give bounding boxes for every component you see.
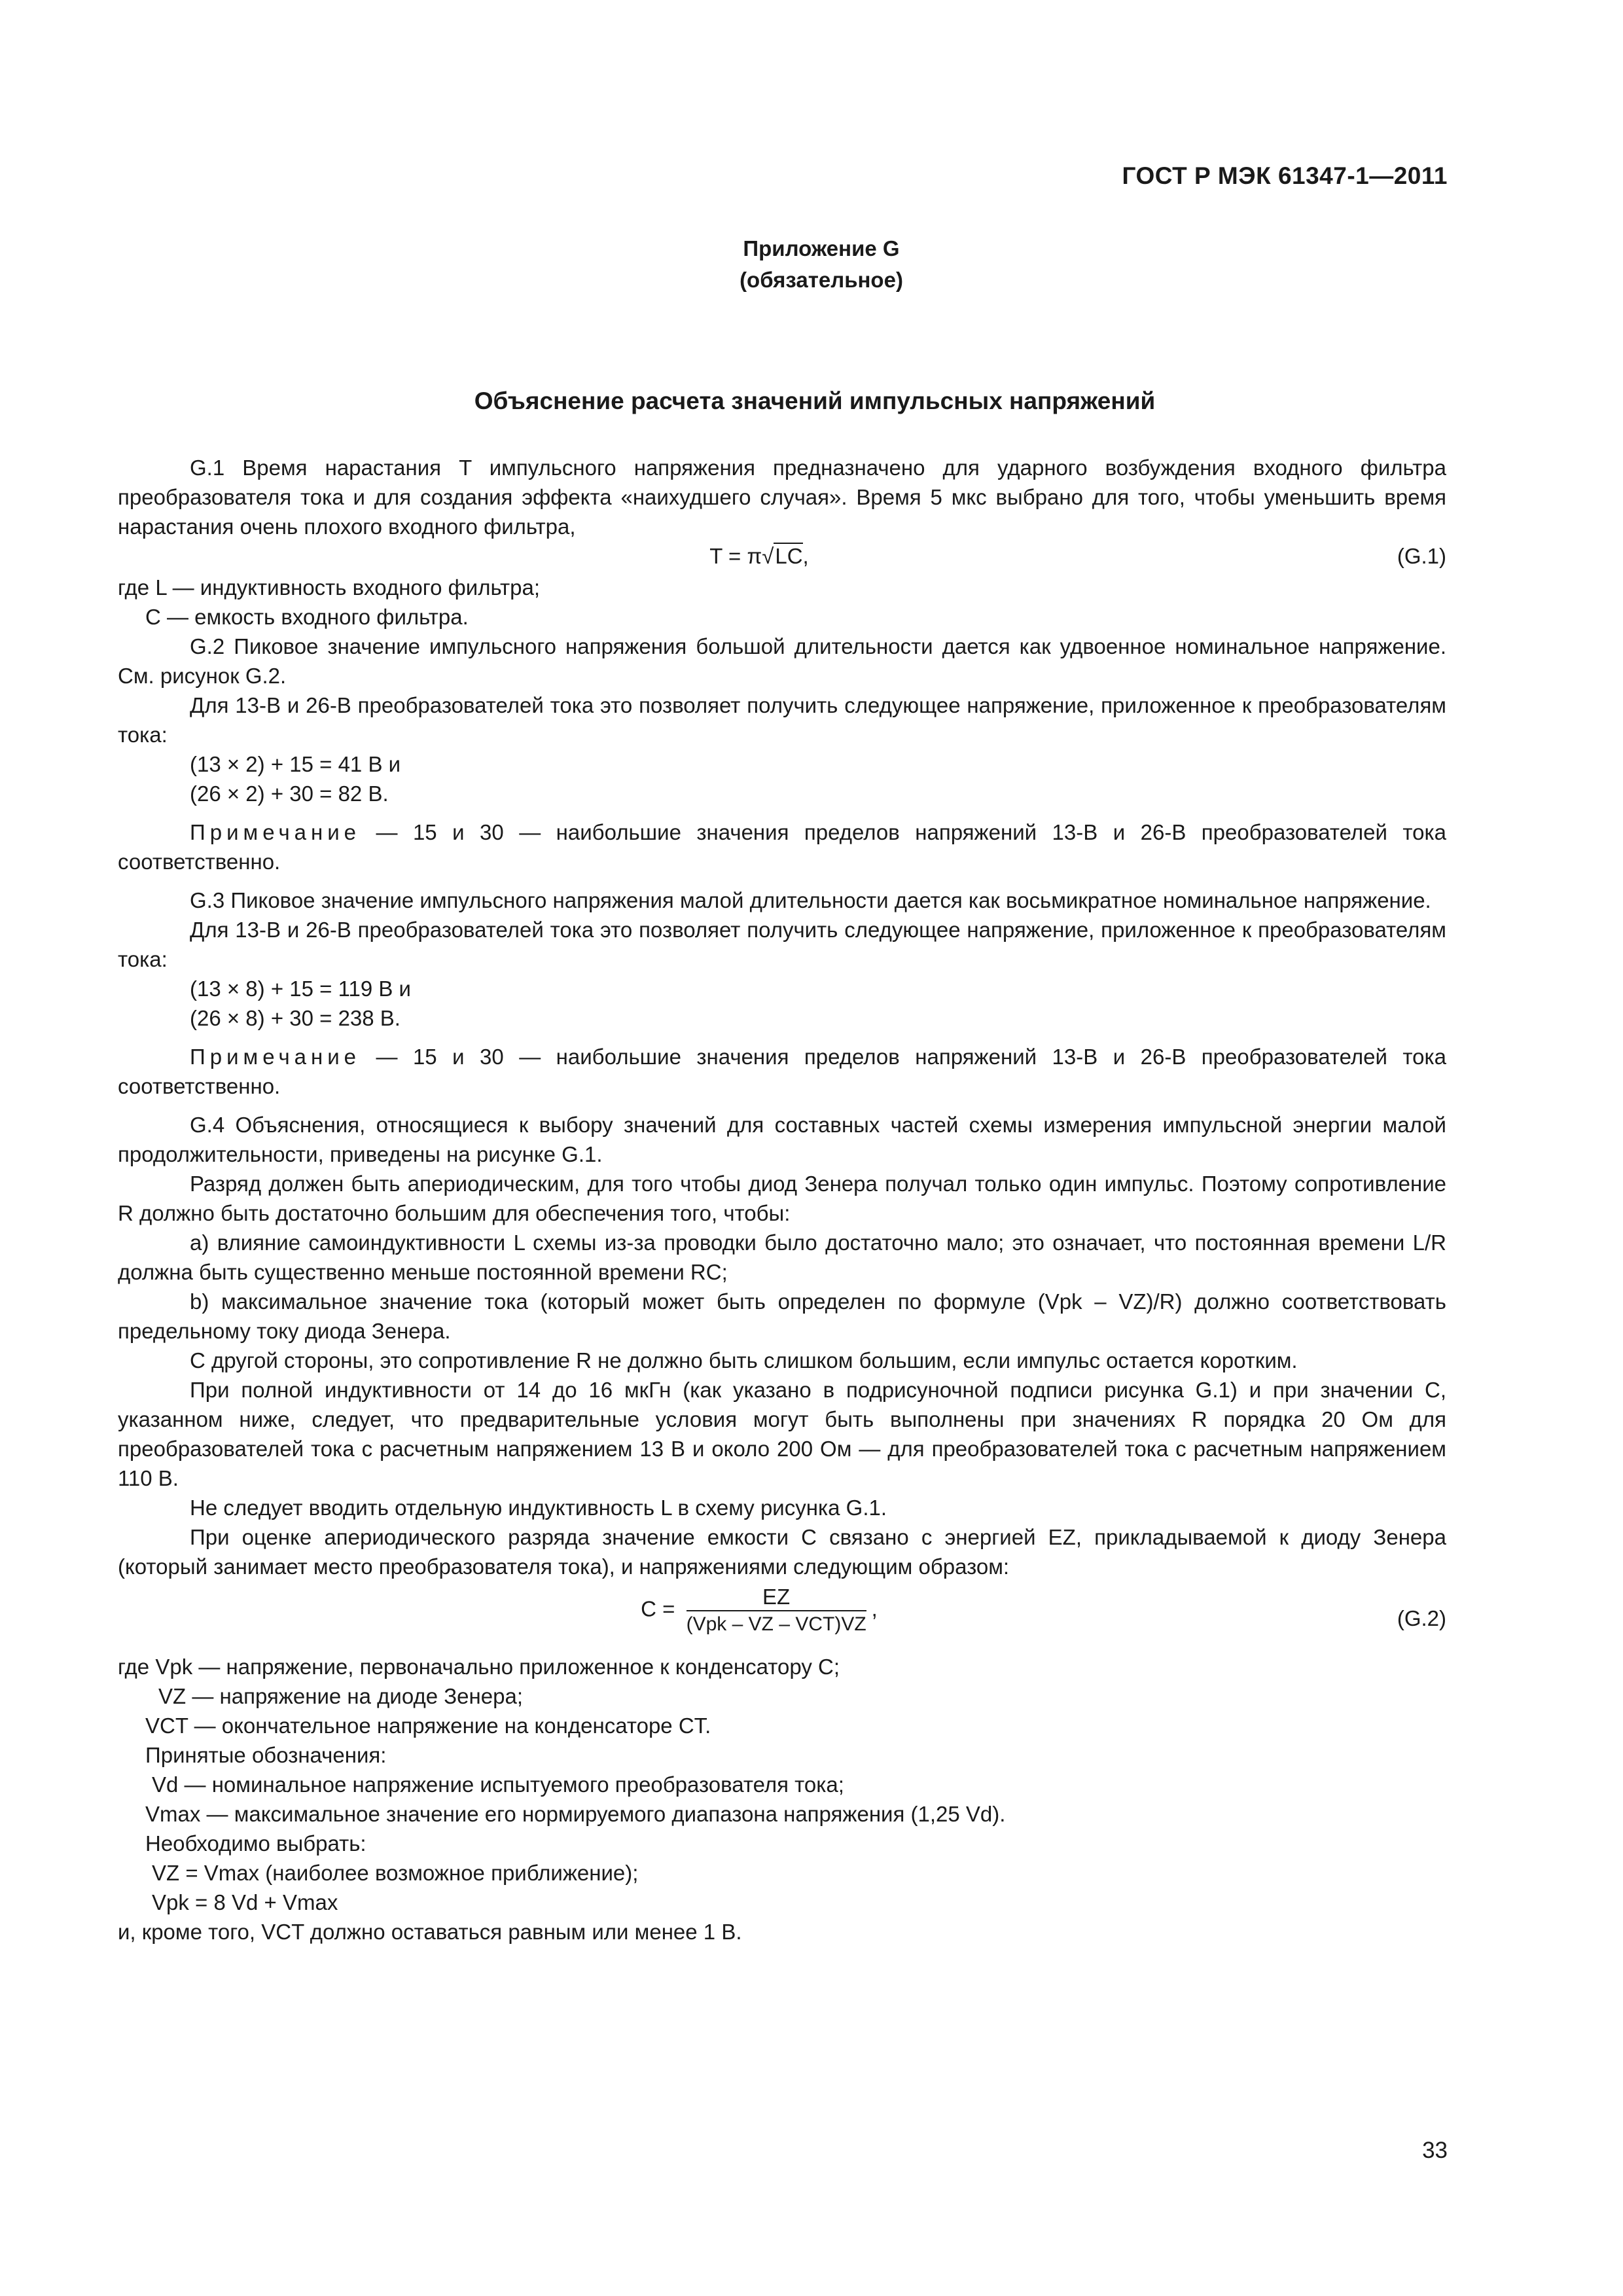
document-body — [118, 453, 1446, 1946]
g3-calc-1: (13 × 8) + 15 = 119 В и — [190, 977, 411, 1001]
g3-note — [118, 1042, 1446, 1101]
formula-g2-number: (G.2) — [1397, 1606, 1446, 1630]
g4-paragraph: G.4 Объяснения, относящиеся к выбору значений для составных частей схемы измерения импульсной энергии малой продолжительности, приведены на рисунке G.1. — [118, 1113, 1446, 1166]
g3-note-label: Примечание — [190, 1045, 361, 1069]
g4-paragraph-4: При полной индуктивности от 14 до 16 мкГн (как указано в подрисуночной подписи рисунка G.1) и при значении C, указанном ниже, следует, что предварительные условия могут быть выполнены при значениях R порядка 20 Ом для преобразователей тока с расчетным напряжением 13 В и около 200 Ом — для преобразователей тока с расчетным напряжением 110 В. — [118, 1378, 1446, 1490]
page-number: 33 — [1422, 2138, 1448, 2163]
g2-note-text: — 15 и 30 — наибольшие значения пределов напряжений 13-В и 26-В преобразователей тока соответственно. — [118, 820, 1446, 874]
g3-calc-2: (26 × 8) + 30 = 238 В. — [190, 1006, 401, 1030]
def-vd: Vd — номинальное напряжение испытуемого преобразователя тока; — [152, 1772, 844, 1797]
g2-calc-1: (13 × 2) + 15 = 41 В и — [190, 752, 401, 776]
choose-heading: Необходимо выбрать: — [145, 1831, 366, 1856]
g4-paragraph-2: Разряд должен быть апериодическим, для того чтобы диод Зенера получал только один импульс. Поэтому сопротивление R должно быть достаточно большим для обеспечения того, чтобы: — [118, 1172, 1446, 1225]
g4-paragraph-3: С другой стороны, это сопротивление R не должно быть слишком большим, если импульс остается коротким. — [190, 1348, 1298, 1372]
g4-item-a: a) влияние самоиндуктивности L схемы из-за проводки было достаточно мало; это означает, что постоянная времени L/R должна быть существенно меньше постоянной времени RC; — [118, 1230, 1446, 1284]
formula-g1: T = π√LC, (G.1) — [118, 541, 1446, 573]
formula-g2-tail: , — [871, 1596, 878, 1621]
formula-g1-tail: , — [802, 544, 809, 568]
g3-paragraph: G.3 Пиковое значение импульсного напряжения малой длительности дается как восьмикратное номинальное напряжение. — [190, 888, 1431, 912]
formula-g2 — [118, 1584, 1446, 1652]
g3-paragraph-2: Для 13-В и 26-В преобразователей тока это позволяет получить следующее напряжение, приложенное к преобразователям тока: — [118, 918, 1446, 971]
formula-g2-denominator: (Vpk – VZ – VCT)VZ — [686, 1613, 866, 1635]
appendix-heading — [0, 233, 1623, 296]
where-vz: VZ — напряжение на диоде Зенера; — [158, 1684, 523, 1708]
g1-paragraph: G.1 Время нарастания T импульсного напряжения предназначено для ударного возбуждения входного фильтра преобразователя тока и для создания эффекта «наихудшего случая». Время 5 мкс выбрано для того, чтобы уменьшить время нарастания очень плохого входного фильтра, — [118, 456, 1446, 539]
appendix-status: (обязательное) — [740, 268, 903, 292]
accepted-notation: Принятые обозначения: — [145, 1743, 387, 1767]
choice-2: Vpk = 8 Vd + Vmax — [152, 1890, 338, 1914]
g4-paragraph-6: При оценке апериодического разряда значение емкости C связано с энергией EZ, прикладываемой к диоду Зенера (который занимает место преобразователя тока), и напряжениями следующим образом: — [118, 1525, 1446, 1579]
formula-g2-fraction — [687, 1584, 866, 1638]
where-vct: VCT — окончательное напряжение на конденсаторе CT. — [145, 1713, 711, 1738]
final-condition: и, кроме того, VCT должно оставаться равным или менее 1 В. — [118, 1920, 742, 1944]
formula-g2-numerator: EZ — [687, 1584, 866, 1611]
where-c: C — емкость входного фильтра. — [145, 605, 469, 629]
where-vpk: где Vpk — напряжение, первоначально приложенное к конденсатору C; — [118, 1655, 840, 1679]
formula-g1-number: (G.1) — [1397, 544, 1446, 568]
g2-paragraph: G.2 Пиковое значение импульсного напряжения большой длительности дается как удвоенное номинальное напряжение. См. рисунок G.2. — [118, 634, 1446, 688]
g2-note-label: Примечание — [190, 820, 361, 844]
formula-g1-root: LC — [775, 544, 803, 568]
formula-g1-lhs: T = π — [709, 544, 762, 568]
appendix-title: Приложение G — [743, 236, 900, 260]
g4-paragraph-5: Не следует вводить отдельную индуктивность L в схему рисунка G.1. — [190, 1496, 887, 1520]
g3-note-text: — 15 и 30 — наибольшие значения пределов напряжений 13-В и 26-В преобразователей тока соответственно. — [118, 1045, 1446, 1098]
g2-calc-2: (26 × 2) + 30 = 82 В. — [190, 781, 389, 806]
choice-1: VZ = Vmax (наиболее возможное приближение); — [152, 1861, 639, 1885]
def-vmax: Vmax — максимальное значение его нормируемого диапазона напряжения (1,25 Vd). — [145, 1802, 1006, 1826]
section-title: Объяснение расчета значений импульсных напряжений — [474, 387, 1156, 414]
formula-g2-lhs: C = — [641, 1596, 675, 1621]
g4-item-b: b) максимальное значение тока (который может быть определен по формуле (Vpk – VZ)/R) должно соответствовать предельному току диода Зенера. — [118, 1289, 1446, 1343]
document-code: ГОСТ Р МЭК 61347-1—2011 — [1122, 162, 1448, 189]
where-l: где L — индуктивность входного фильтра; — [118, 575, 541, 600]
g2-note — [118, 817, 1446, 876]
g2-paragraph-2: Для 13-В и 26-В преобразователей тока это позволяет получить следующее напряжение, приложенное к преобразователям тока: — [118, 693, 1446, 747]
